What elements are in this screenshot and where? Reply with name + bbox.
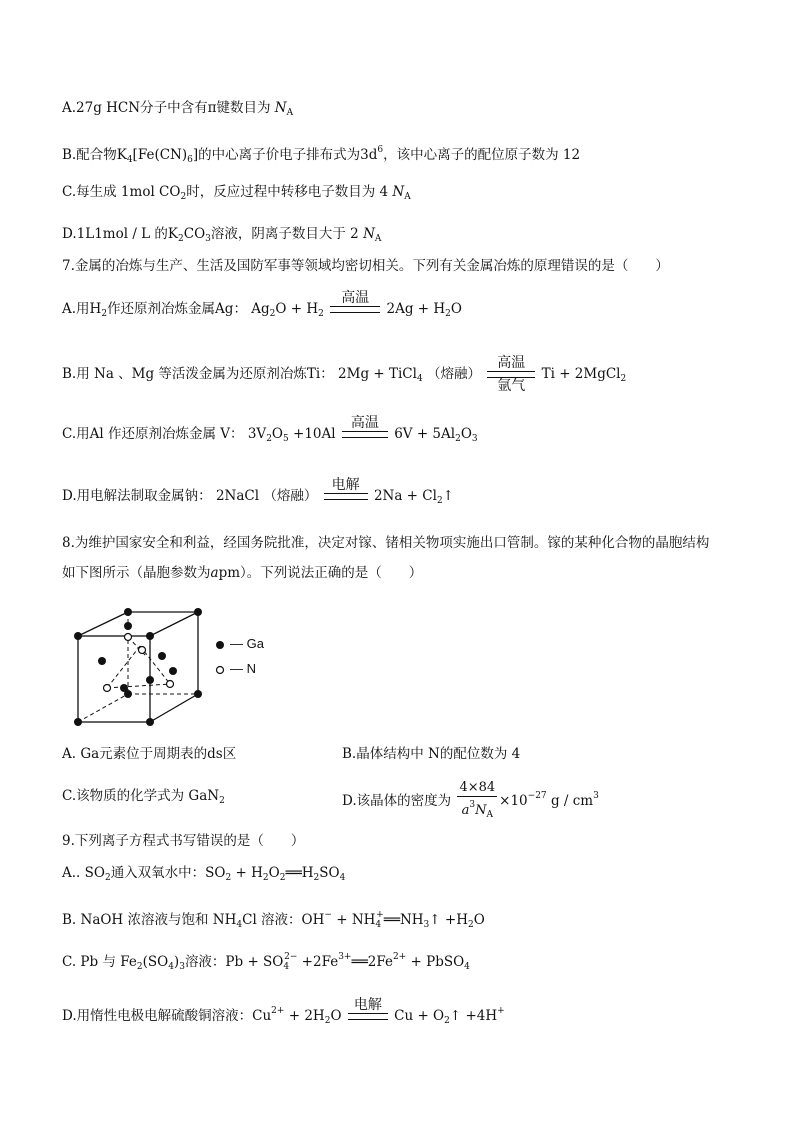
n-atoms: [104, 634, 174, 692]
q7-option-c: C.用Al 作还原剂冶炼金属 V： $3V_2O_5 +10Al$ 高温 $6V + 5Al_2O_3$: [62, 415, 478, 454]
n-atom: [104, 685, 111, 692]
q7c-reaction-arrow: 高温: [342, 415, 388, 454]
density-fraction: $\frac{4\times 84}{a^3N_A}$: [459, 780, 496, 820]
legend-ga-marker: [214, 639, 226, 651]
ga-atom: [98, 657, 106, 665]
ga-atom: [146, 676, 154, 684]
q7b-reaction-arrow: 高温 氩气: [487, 355, 535, 394]
q8-option-a: A. Ga元素位于周期表的ds区: [62, 746, 237, 762]
q7-stem: 7.金属的冶炼与生产、生活及国防军事等领域均密切相关。下列有关金属冶炼的原理错误的是（ ）: [62, 258, 669, 274]
q6-option-b: B.配合物$K_4[Fe(CN)_6]$的中心离子价电子排布式为$3d^6$，该中心离子的配位原子数为 12: [62, 145, 581, 165]
n-atom: [125, 634, 132, 641]
q6-option-a: A.27g HCN分子中含有π键数目为 $N_A$: [62, 100, 294, 118]
q8-option-b: B.晶体结构中 N的配位数为 4: [342, 746, 521, 762]
q9-stem: 9.下列离子方程式书写错误的是（ ）: [62, 833, 305, 849]
q8-stem-line2: 如下图所示（晶胞参数为apm）。下列说法正确的是（ ）: [62, 565, 423, 581]
ga-atom: [74, 632, 82, 640]
ga-atom: [124, 622, 132, 630]
ga-atom: [146, 718, 154, 726]
q8-option-c: C.该物质的化学式为 GaN$_2$: [62, 788, 225, 806]
q6-option-c: C.每生成 1mol $CO_2$时，反应过程中转移电子数目为 4 $N_A$: [62, 184, 411, 202]
ga-atom: [120, 684, 128, 692]
q8-option-d: D.该晶体的密度为 $\frac{4\times 84}{a^3N_A}$ $\times 10^{-27}$ g / $cm^3$: [342, 776, 599, 824]
ga-atom: [194, 608, 202, 616]
q9-option-c: C. Pb 与 $Fe_2(SO_4)_3$溶液：$Pb + SO_4^{2-}$ $+2Fe^{3+}══2Fe^{2+}$ + PbSO$_4$: [62, 952, 470, 972]
ga-atom: [146, 632, 154, 640]
q8-stem-line1: 8.为维护国家安全和利益，经国务院批准，决定对镓、锗相关物项实施出口管制。镓的某种化合物的晶胞结构: [62, 535, 710, 551]
q9-option-a: A.. $SO_2$通入双氧水中：$SO_2$ + $H_2O_2══H_2SO_4$: [62, 865, 346, 883]
ga-atom: [124, 608, 132, 616]
legend-n-label: — N: [230, 661, 256, 676]
q7-option-d: D.用电解法制取金属钠： 2NaCl （熔融） 电解 $2Na + Cl_2↑$: [62, 477, 454, 516]
q7-option-b: B.用 Na 、Mg 等活泼金属为还原剂冶炼Ti： 2Mg + TiCl$_4$ （熔融） 高温 氩气 Ti + 2MgCl$_2$: [62, 355, 627, 394]
q7-option-a: A.用$H_2$作还原剂冶炼金属Ag： $Ag_2O + H_2$ 高温 $2Ag + H_2O$: [62, 290, 462, 329]
n-atom: [139, 647, 146, 654]
q9d-reaction-arrow: 电解: [348, 997, 388, 1036]
legend-n-marker: [214, 664, 226, 676]
q9-option-d: D.用惰性电极电解硫酸铜溶液：$Cu^{2+} + 2H_2O$ 电解 $Cu + O_2↑ +4H^+$: [62, 997, 505, 1036]
legend-ga-label: — Ga: [230, 636, 264, 651]
ga-atom: [158, 652, 166, 660]
ga-atom: [194, 690, 202, 698]
q7a-reaction-arrow: 高温: [330, 290, 380, 329]
ga-atom: [169, 667, 177, 675]
crystal-cell-diagram: [70, 606, 220, 731]
ga-atoms: [74, 608, 202, 726]
q6-option-d: D.1L1mol / L 的$K_2CO_3$溶液，阴离子数目大于 2 $N_A$: [62, 226, 382, 244]
n-atom: [167, 681, 174, 688]
q9-option-b: B. NaOH 浓溶液与饱和 $NH_4Cl$ 溶液：$OH^- + NH_4^+══NH_3↑ +H_2O$: [62, 910, 485, 930]
ga-atom: [74, 718, 82, 726]
q7d-reaction-arrow: 电解: [324, 477, 368, 516]
